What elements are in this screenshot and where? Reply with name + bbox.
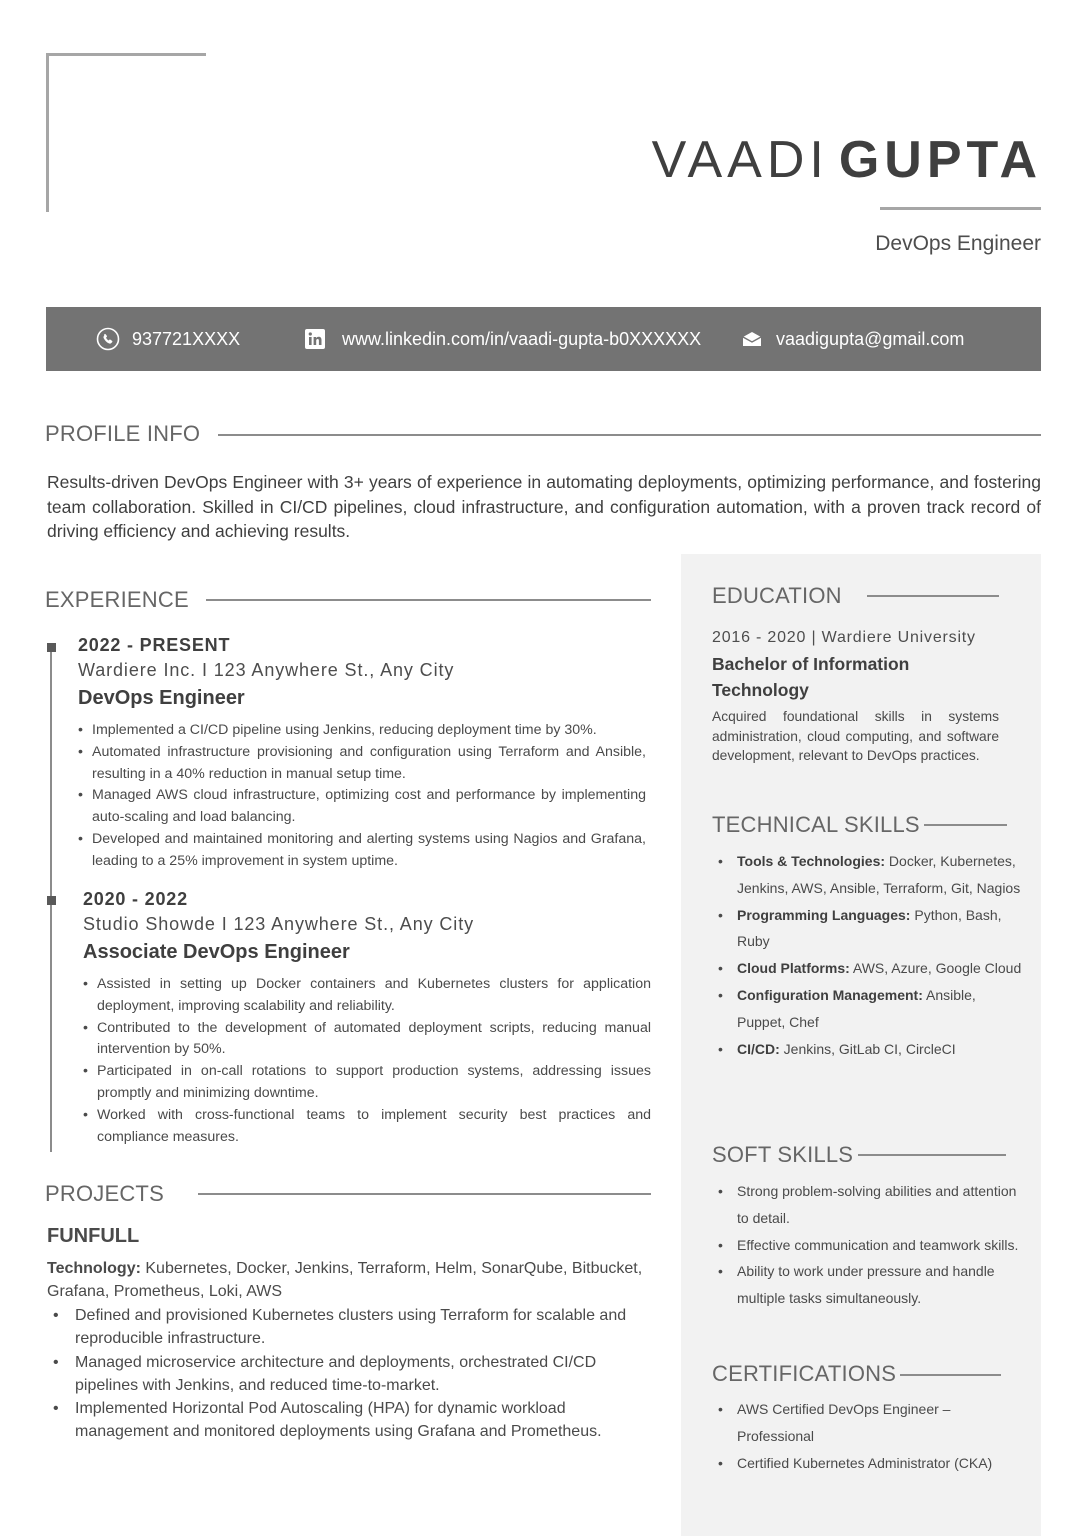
list-item: • Strong problem-solving abilities and attention to detail. xyxy=(737,1178,1022,1232)
job-bullets xyxy=(83,974,651,1148)
phone-text: 937721XXXX xyxy=(132,328,241,349)
experience-heading: EXPERIENCE xyxy=(45,587,189,612)
list-item: • AWS Certified DevOps Engineer – Professional xyxy=(737,1396,1022,1450)
list-item xyxy=(737,982,1022,1036)
email-text: vaadigupta@gmail.com xyxy=(776,328,965,349)
profile-divider xyxy=(218,434,1041,436)
projects-divider xyxy=(198,1193,651,1195)
skill-value: Jenkins, GitLab CI, CircleCI xyxy=(779,1040,956,1057)
job-title: DevOps Engineer xyxy=(875,232,1041,255)
job-role: DevOps Engineer xyxy=(78,687,245,709)
profile-heading: PROFILE INFO xyxy=(45,421,201,446)
linkedin-text: www.linkedin.com/in/vaadi-gupta-b0XXXXXX xyxy=(342,328,702,349)
profile-summary: Results-driven DevOps Engineer with 3+ years of experience in automating deployments, optimizing performance, and fostering team collaboration. Skilled in CI/CD pipelines, cloud infrastructure, and configuration automation, with a proven track record of driving efficiency and achieving results. xyxy=(47,472,1041,541)
job-dates: 2020 - 2022 xyxy=(83,889,188,909)
job-dates: 2022 - PRESENT xyxy=(78,635,231,655)
project-bullets xyxy=(47,1304,647,1444)
list-item xyxy=(737,955,1022,982)
job-company: Wardiere Inc. I 123 Anywhere St., Any City xyxy=(78,660,455,680)
first-name: VAADI xyxy=(651,131,829,189)
list-item: • Effective communication and teamwork skills. xyxy=(737,1232,1022,1259)
skill-value: Python, Bash, Ruby xyxy=(737,906,1002,950)
contact-email[interactable] xyxy=(742,307,964,371)
list-item: • Developed and maintained monitoring and alerting systems using Nagios and Grafana, leading to a 25% improvement in system uptime. xyxy=(92,829,646,873)
corner-decoration-top xyxy=(46,53,206,56)
project-technology-list: Kubernetes, Docker, Jenkins, Terraform, Helm, SonarQube, Bitbucket, Grafana, Prometheus, Loki, AWS xyxy=(47,1260,643,1300)
education-entry xyxy=(712,629,999,766)
soft-skills-list xyxy=(712,1178,1022,1312)
contact-phone[interactable] xyxy=(96,307,240,371)
project-technology xyxy=(47,1257,647,1303)
education-dates-school: 2016 - 2020 | Wardiere University xyxy=(712,629,976,646)
technical-skills-list xyxy=(712,848,1022,1062)
timeline-marker xyxy=(47,643,56,652)
skill-value: Docker, Kubernetes, Jenkins, AWS, Ansible, Terraform, Git, Nagios xyxy=(737,853,1021,896)
list-item xyxy=(737,902,1022,956)
mail-icon xyxy=(742,331,762,347)
name-divider xyxy=(880,207,1041,210)
skill-label: Tools & Technologies: xyxy=(737,853,886,869)
list-item xyxy=(737,1036,1022,1063)
experience-divider xyxy=(206,599,651,601)
list-item: • Managed microservice architecture and deployments, orchestrated CI/CD pipelines with Jenkins, and reduced time-to-market. xyxy=(75,1351,647,1398)
list-item: • Implemented a CI/CD pipeline using Jenkins, reducing deployment time by 30%. xyxy=(92,720,646,742)
timeline-marker xyxy=(47,896,56,905)
education-description: Acquired foundational skills in systems administration, cloud computing, and software development, relevant to DevOps practices. xyxy=(712,709,999,763)
skill-label: Programming Languages: xyxy=(737,906,911,923)
list-item: • Worked with cross-functional teams to implement security best practices and compliance measures. xyxy=(97,1105,651,1149)
certifications-divider xyxy=(900,1374,1001,1376)
list-item: • Implemented Horizontal Pod Autoscaling (HPA) for dynamic workload management and monitored deployments using Grafana and Prometheus. xyxy=(75,1397,647,1444)
education-heading: EDUCATION xyxy=(712,583,842,608)
certifications-heading: CERTIFICATIONS xyxy=(712,1361,897,1386)
technical-skills-divider xyxy=(924,824,1007,826)
soft-skills-heading: SOFT SKILLS xyxy=(712,1142,854,1167)
skill-value: Ansible, Puppet, Chef xyxy=(737,986,976,1030)
list-item: • Ability to work under pressure and handle multiple tasks simultaneously. xyxy=(737,1258,1022,1312)
project-technology-label: Technology: xyxy=(47,1260,141,1277)
linkedin-icon xyxy=(305,329,325,349)
contact-bar xyxy=(46,307,1041,371)
project-name: FUNFULL xyxy=(47,1225,140,1247)
corner-decoration-left xyxy=(46,53,49,212)
skill-value: AWS, Azure, Google Cloud xyxy=(849,960,1022,977)
list-item: • Defined and provisioned Kubernetes clusters using Terraform for scalable and reproducible infrastructure. xyxy=(75,1304,647,1351)
list-item: • Automated infrastructure provisioning and configuration using Terraform and Ansible, resulting in a 40% reduction in manual setup time. xyxy=(92,742,646,786)
project-entry xyxy=(47,1225,647,1444)
phone-icon xyxy=(96,327,120,351)
experience-entry xyxy=(83,889,651,1148)
contact-linkedin[interactable] xyxy=(305,307,701,371)
job-bullets xyxy=(78,720,646,873)
list-item: • Contributed to the development of automated deployment scripts, reducing manual intervention by 50%. xyxy=(97,1018,651,1062)
job-role: Associate DevOps Engineer xyxy=(83,941,350,963)
education-divider xyxy=(867,595,999,597)
list-item: • Participated in on-call rotations to support production systems, addressing issues promptly and minimizing downtime. xyxy=(97,1061,651,1105)
certifications-list xyxy=(712,1396,1022,1476)
candidate-name xyxy=(652,128,1042,192)
skill-label: Configuration Management: xyxy=(737,986,923,1003)
list-item xyxy=(737,848,1022,902)
job-company: Studio Showde I 123 Anywhere St., Any City xyxy=(83,914,475,934)
list-item: • Managed AWS cloud infrastructure, optimizing cost and performance by implementing auto-scaling and load balancing. xyxy=(92,785,646,829)
skill-label: Cloud Platforms: xyxy=(737,960,850,977)
list-item: • Certified Kubernetes Administrator (CKA) xyxy=(737,1450,1022,1477)
experience-entry xyxy=(78,635,646,873)
education-degree: Bachelor of Information Technology xyxy=(712,654,910,700)
projects-heading: PROJECTS xyxy=(45,1181,164,1206)
last-name: GUPTA xyxy=(838,131,1042,189)
skill-label: CI/CD: xyxy=(737,1040,780,1057)
soft-skills-divider xyxy=(858,1154,1006,1156)
list-item: • Assisted in setting up Docker containers and Kubernetes clusters for application deployment, improving scalability and reliability. xyxy=(97,974,651,1018)
technical-skills-heading: TECHNICAL SKILLS xyxy=(712,812,920,837)
